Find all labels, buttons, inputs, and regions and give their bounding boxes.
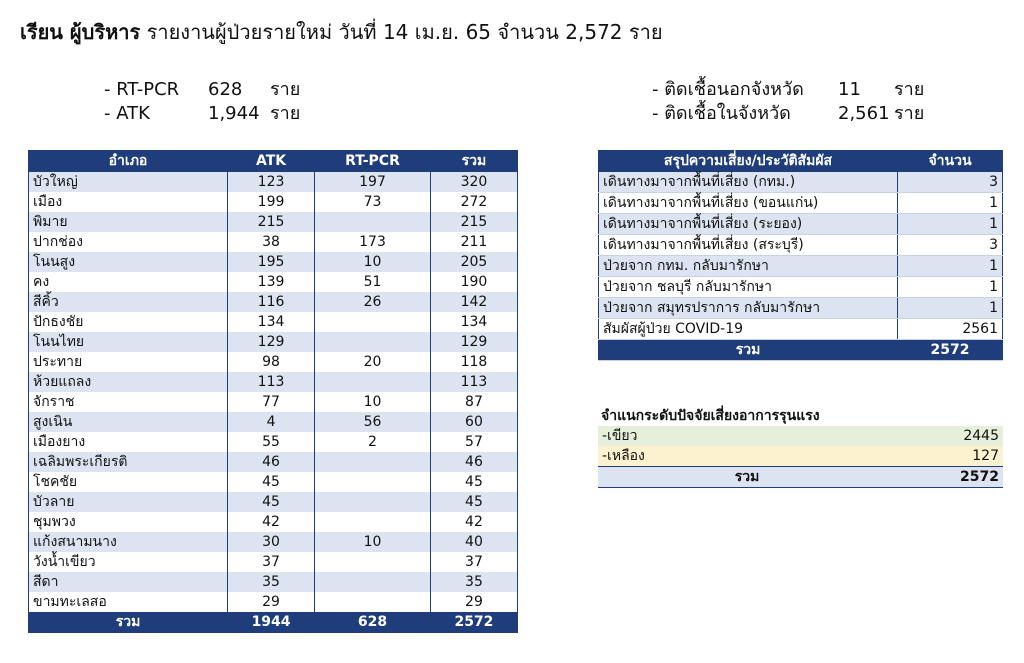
origin-unit: ราย [894,103,925,124]
district-name: ปากช่อง [29,232,228,252]
district-name: สูงเนิน [29,412,228,432]
risk-label: เดินทางมาจากพื้นที่เสี่ยง (สระบุรี) [599,235,898,256]
district-name: ห้วยแถลง [29,372,228,392]
total-count: 45 [430,472,517,492]
district-name: บัวใหญ่ [29,172,228,193]
table-row [29,372,518,392]
atk-count: 30 [228,532,315,552]
table-row [599,193,1003,214]
risk-label: เดินทางมาจากพื้นที่เสี่ยง (ขอนแก่น) [599,193,898,214]
rtpcr-count: 10 [315,252,431,272]
risk-count: 1 [898,214,1003,235]
table-row [599,235,1003,256]
atk-count: 29 [228,592,315,612]
risk-count: 3 [898,172,1003,193]
table-row [599,319,1003,340]
total-rtpcr: 628 [315,612,431,633]
district-body [29,172,518,613]
test-unit: ราย [270,79,301,100]
rtpcr-count: 10 [315,392,431,412]
severity-value: 127 [896,446,1003,467]
district-col-header: RT-PCR [315,151,431,172]
district-name: พิมาย [29,212,228,232]
table-row [29,292,518,312]
table-row [29,432,518,452]
severity-label: -เหลือง [598,446,896,467]
atk-count: 139 [228,272,315,292]
district-name: สีคิ้ว [29,292,228,312]
atk-count: 129 [228,332,315,352]
table-row [29,312,518,332]
atk-count: 37 [228,552,315,572]
atk-count: 199 [228,192,315,212]
total-count: 46 [430,452,517,472]
origin-summary-row [652,78,924,102]
rtpcr-count [315,572,431,592]
total-label: รวม [29,612,228,633]
severity-row-green [598,426,1003,446]
origin-value: 2,561 [838,103,890,124]
origin-value: 11 [838,79,861,100]
risk-label: ป่วยจาก ชลบุรี กลับมารักษา [599,277,898,298]
total-count: 272 [430,192,517,212]
total-count: 87 [430,392,517,412]
rtpcr-count [315,212,431,232]
test-summary-row [104,78,300,102]
atk-count: 42 [228,512,315,532]
severity-total-value: 2572 [896,467,1003,488]
test-label: - ATK [104,103,150,124]
atk-count: 35 [228,572,315,592]
risk-total-value: 2572 [898,340,1003,361]
total-count: 42 [430,512,517,532]
rtpcr-count [315,452,431,472]
table-row [29,252,518,272]
district-name: ปักธงชัย [29,312,228,332]
table-row [599,298,1003,319]
risk-total-label: รวม [599,340,898,361]
test-summary-row [104,102,300,126]
origin-summary-row [652,102,924,126]
atk-count: 38 [228,232,315,252]
table-row [29,212,518,232]
atk-count: 45 [228,492,315,512]
table-row [29,552,518,572]
test-summary [104,78,300,126]
test-label: - RT-PCR [104,79,180,100]
rtpcr-count [315,592,431,612]
atk-count: 123 [228,172,315,193]
rtpcr-count: 197 [315,172,431,193]
risk-count: 3 [898,235,1003,256]
table-row [29,392,518,412]
risk-label: ป่วยจาก สมุทรปราการ กลับมารักษา [599,298,898,319]
risk-count: 1 [898,193,1003,214]
atk-count: 4 [228,412,315,432]
table-row [29,192,518,212]
atk-count: 134 [228,312,315,332]
rtpcr-count: 2 [315,432,431,452]
total-atk: 1944 [228,612,315,633]
severity-total-row [598,467,1003,488]
severity-row-yellow [598,446,1003,467]
total-count: 113 [430,372,517,392]
rtpcr-count [315,372,431,392]
district-name: ชุมพวง [29,512,228,532]
table-row [29,492,518,512]
rtpcr-count: 56 [315,412,431,432]
table-row [29,512,518,532]
risk-body [599,172,1003,340]
test-unit: ราย [270,103,301,124]
total-sum: 2572 [430,612,517,633]
rtpcr-count: 20 [315,352,431,372]
district-header-row [29,151,518,172]
risk-header-row [599,151,1003,172]
atk-count: 195 [228,252,315,272]
table-row [29,332,518,352]
atk-count: 45 [228,472,315,492]
table-row [29,572,518,592]
district-name: แก้งสนามนาง [29,532,228,552]
rtpcr-count [315,552,431,572]
rtpcr-count: 173 [315,232,431,252]
rtpcr-count: 73 [315,192,431,212]
district-name: ขามทะเลสอ [29,592,228,612]
rtpcr-count [315,492,431,512]
table-row [29,352,518,372]
severity-value: 2445 [896,426,1003,446]
risk-count: 1 [898,277,1003,298]
table-row [29,412,518,432]
risk-table [598,150,1003,361]
risk-count: 1 [898,256,1003,277]
district-name: โชคชัย [29,472,228,492]
total-count: 320 [430,172,517,193]
district-name: คง [29,272,228,292]
atk-count: 98 [228,352,315,372]
risk-count: 1 [898,298,1003,319]
table-row [29,272,518,292]
severity-title: จำแนกระดับปัจจัยเสี่ยงอาการรุนแรง [601,408,820,424]
test-value: 628 [208,79,243,100]
table-row [29,232,518,252]
risk-label: เดินทางมาจากพื้นที่เสี่ยง (ระยอง) [599,214,898,235]
origin-label: - ติดเชื้อในจังหวัด [652,103,791,124]
table-row [29,472,518,492]
district-name: เฉลิมพระเกียรติ [29,452,228,472]
origin-unit: ราย [894,79,925,100]
total-count: 35 [430,572,517,592]
table-row [29,592,518,612]
table-row [599,256,1003,277]
atk-count: 113 [228,372,315,392]
total-count: 190 [430,272,517,292]
district-name: สีดา [29,572,228,592]
district-name: โนนสูง [29,252,228,272]
total-count: 29 [430,592,517,612]
origin-label: - ติดเชื้อนอกจังหวัด [652,79,804,100]
rtpcr-count: 51 [315,272,431,292]
district-col-header: ATK [228,151,315,172]
district-name: ประทาย [29,352,228,372]
rtpcr-count [315,332,431,352]
total-count: 40 [430,532,517,552]
rtpcr-count [315,472,431,492]
district-name: เมืองยาง [29,432,228,452]
total-count: 118 [430,352,517,372]
total-count: 57 [430,432,517,452]
district-name: เมือง [29,192,228,212]
district-name: โนนไทย [29,332,228,352]
risk-col-header: จำนวน [898,151,1003,172]
table-row [29,532,518,552]
total-count: 129 [430,332,517,352]
district-total-row [29,612,518,633]
risk-col-header: สรุปความเสี่ยง/ประวัติสัมผัส [599,151,898,172]
severity-label: -เขียว [598,426,896,446]
total-count: 45 [430,492,517,512]
table-row [599,277,1003,298]
total-count: 134 [430,312,517,332]
district-name: บัวลาย [29,492,228,512]
severity-total-label: รวม [598,467,896,488]
rtpcr-count: 26 [315,292,431,312]
atk-count: 77 [228,392,315,412]
total-count: 142 [430,292,517,312]
risk-label: ป่วยจาก กทม. กลับมารักษา [599,256,898,277]
district-col-header: อำเภอ [29,151,228,172]
total-count: 205 [430,252,517,272]
origin-summary [652,78,924,126]
title-recipient: เรียน ผู้บริหาร [20,20,141,44]
risk-label: เดินทางมาจากพื้นที่เสี่ยง (กทม.) [599,172,898,193]
rtpcr-count [315,312,431,332]
report-title [20,16,663,48]
table-row [29,172,518,193]
district-name: วังน้ำเขียว [29,552,228,572]
table-row [599,214,1003,235]
atk-count: 46 [228,452,315,472]
severity-table [598,426,1003,488]
district-col-header: รวม [430,151,517,172]
rtpcr-count [315,512,431,532]
rtpcr-count: 10 [315,532,431,552]
district-table [28,150,518,633]
atk-count: 215 [228,212,315,232]
total-count: 60 [430,412,517,432]
total-count: 37 [430,552,517,572]
risk-total-row [599,340,1003,361]
test-value: 1,944 [208,103,260,124]
table-row [599,172,1003,193]
total-count: 211 [430,232,517,252]
total-count: 215 [430,212,517,232]
table-row [29,452,518,472]
risk-count: 2561 [898,319,1003,340]
district-name: จักราช [29,392,228,412]
atk-count: 116 [228,292,315,312]
atk-count: 55 [228,432,315,452]
risk-label: สัมผัสผู้ป่วย COVID-19 [599,319,898,340]
title-text: รายงานผู้ป่วยรายใหม่ วันที่ 14 เม.ย. 65 จำนวน 2,572 ราย [140,20,663,44]
